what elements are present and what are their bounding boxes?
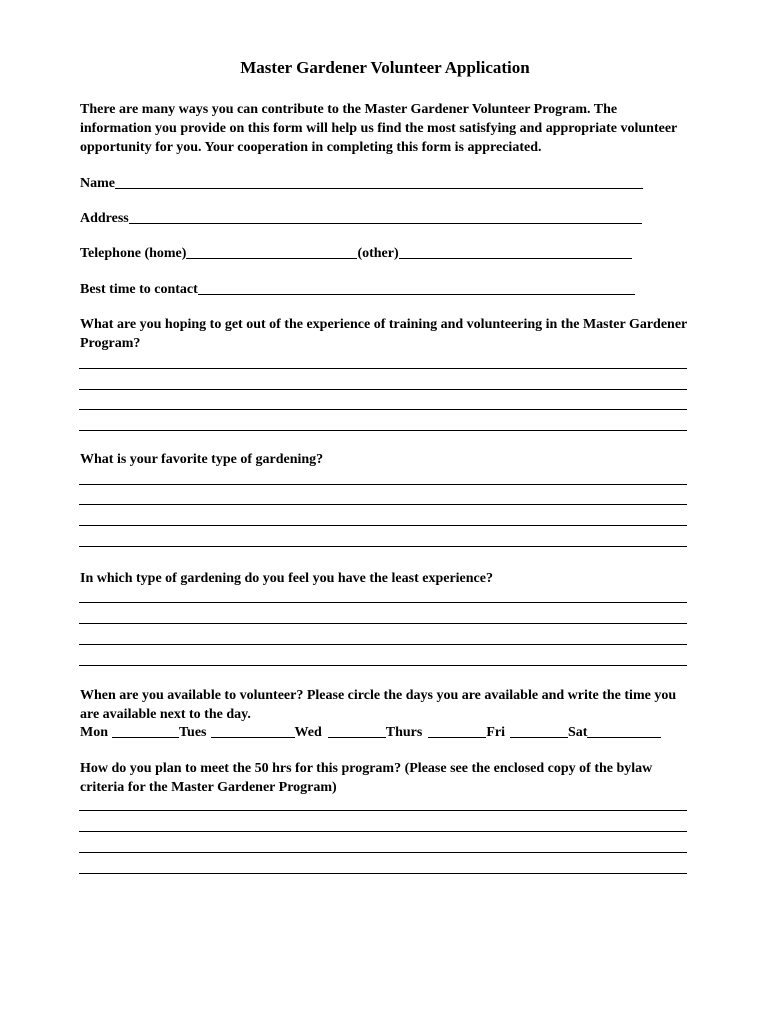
day-mon-label[interactable]: Mon [80,725,108,740]
answer-line-favorite-3[interactable] [79,525,687,526]
answer-line-least-1[interactable] [79,602,687,603]
telephone-home-field[interactable] [186,244,357,259]
answer-line-hours-4[interactable] [79,873,687,874]
intro-paragraph: There are many ways you can contribute to the Master Gardener Volunteer Program. The information you provide on this form will help us find the most satisfying and appropriate volunteer opportunity for you. Your cooperation in completing this form is appreciated. [80,102,678,155]
fri-time-field[interactable] [510,723,568,738]
answer-line-favorite-4[interactable] [79,546,687,547]
mon-time-field[interactable] [112,723,179,738]
best-time-row [80,280,635,298]
answer-line-hours-3[interactable] [79,852,687,853]
name-label: Name [80,176,115,191]
telephone-row [80,244,632,262]
day-tues-label[interactable]: Tues [179,725,207,740]
sat-time-field[interactable] [587,723,661,738]
question-favorite-gardening: What is your favorite type of gardening? [80,452,324,467]
answer-line-hopes-1[interactable] [79,368,687,369]
best-time-field[interactable] [198,280,635,295]
answer-line-least-4[interactable] [79,665,687,666]
day-sat-label[interactable]: Sat [567,725,588,740]
question-hopes: What are you hoping to get out of the experience of training and volunteering in the Master Gardener Program? [80,317,688,351]
address-field[interactable] [129,209,642,224]
tues-time-field[interactable] [211,723,295,738]
telephone-other-label: (other) [357,246,399,261]
name-row [80,174,643,192]
answer-line-hours-2[interactable] [79,831,687,832]
address-label: Address [80,211,129,226]
answer-line-hopes-3[interactable] [79,409,687,410]
question-fifty-hours: How do you plan to meet the 50 hrs for this program? (Please see the enclosed copy of the bylaw criteria for the Master Gardener Program) [80,761,653,795]
answer-line-favorite-2[interactable] [79,504,687,505]
best-time-label: Best time to contact [80,282,198,297]
telephone-home-label: Telephone (home) [80,246,187,261]
answer-line-hopes-2[interactable] [79,389,687,390]
form-title: Master Gardener Volunteer Application [240,58,530,77]
address-row [80,209,642,227]
answer-line-favorite-1[interactable] [79,484,687,485]
answer-line-least-3[interactable] [79,644,687,645]
day-thurs-label[interactable]: Thurs [385,725,423,740]
day-fri-label[interactable]: Fri [486,725,505,740]
wed-time-field[interactable] [328,723,386,738]
name-field[interactable] [115,174,643,189]
answer-line-hours-1[interactable] [79,810,687,811]
day-wed-label[interactable]: Wed [294,725,322,740]
question-least-experience: In which type of gardening do you feel you have the least experience? [80,571,493,586]
answer-line-hopes-4[interactable] [79,430,687,431]
availability-days-row [80,723,661,741]
thurs-time-field[interactable] [428,723,486,738]
answer-line-least-2[interactable] [79,623,687,624]
question-availability: When are you available to volunteer? Please circle the days you are available and write the time you are available next to the day. [80,688,677,722]
telephone-other-field[interactable] [399,244,632,259]
